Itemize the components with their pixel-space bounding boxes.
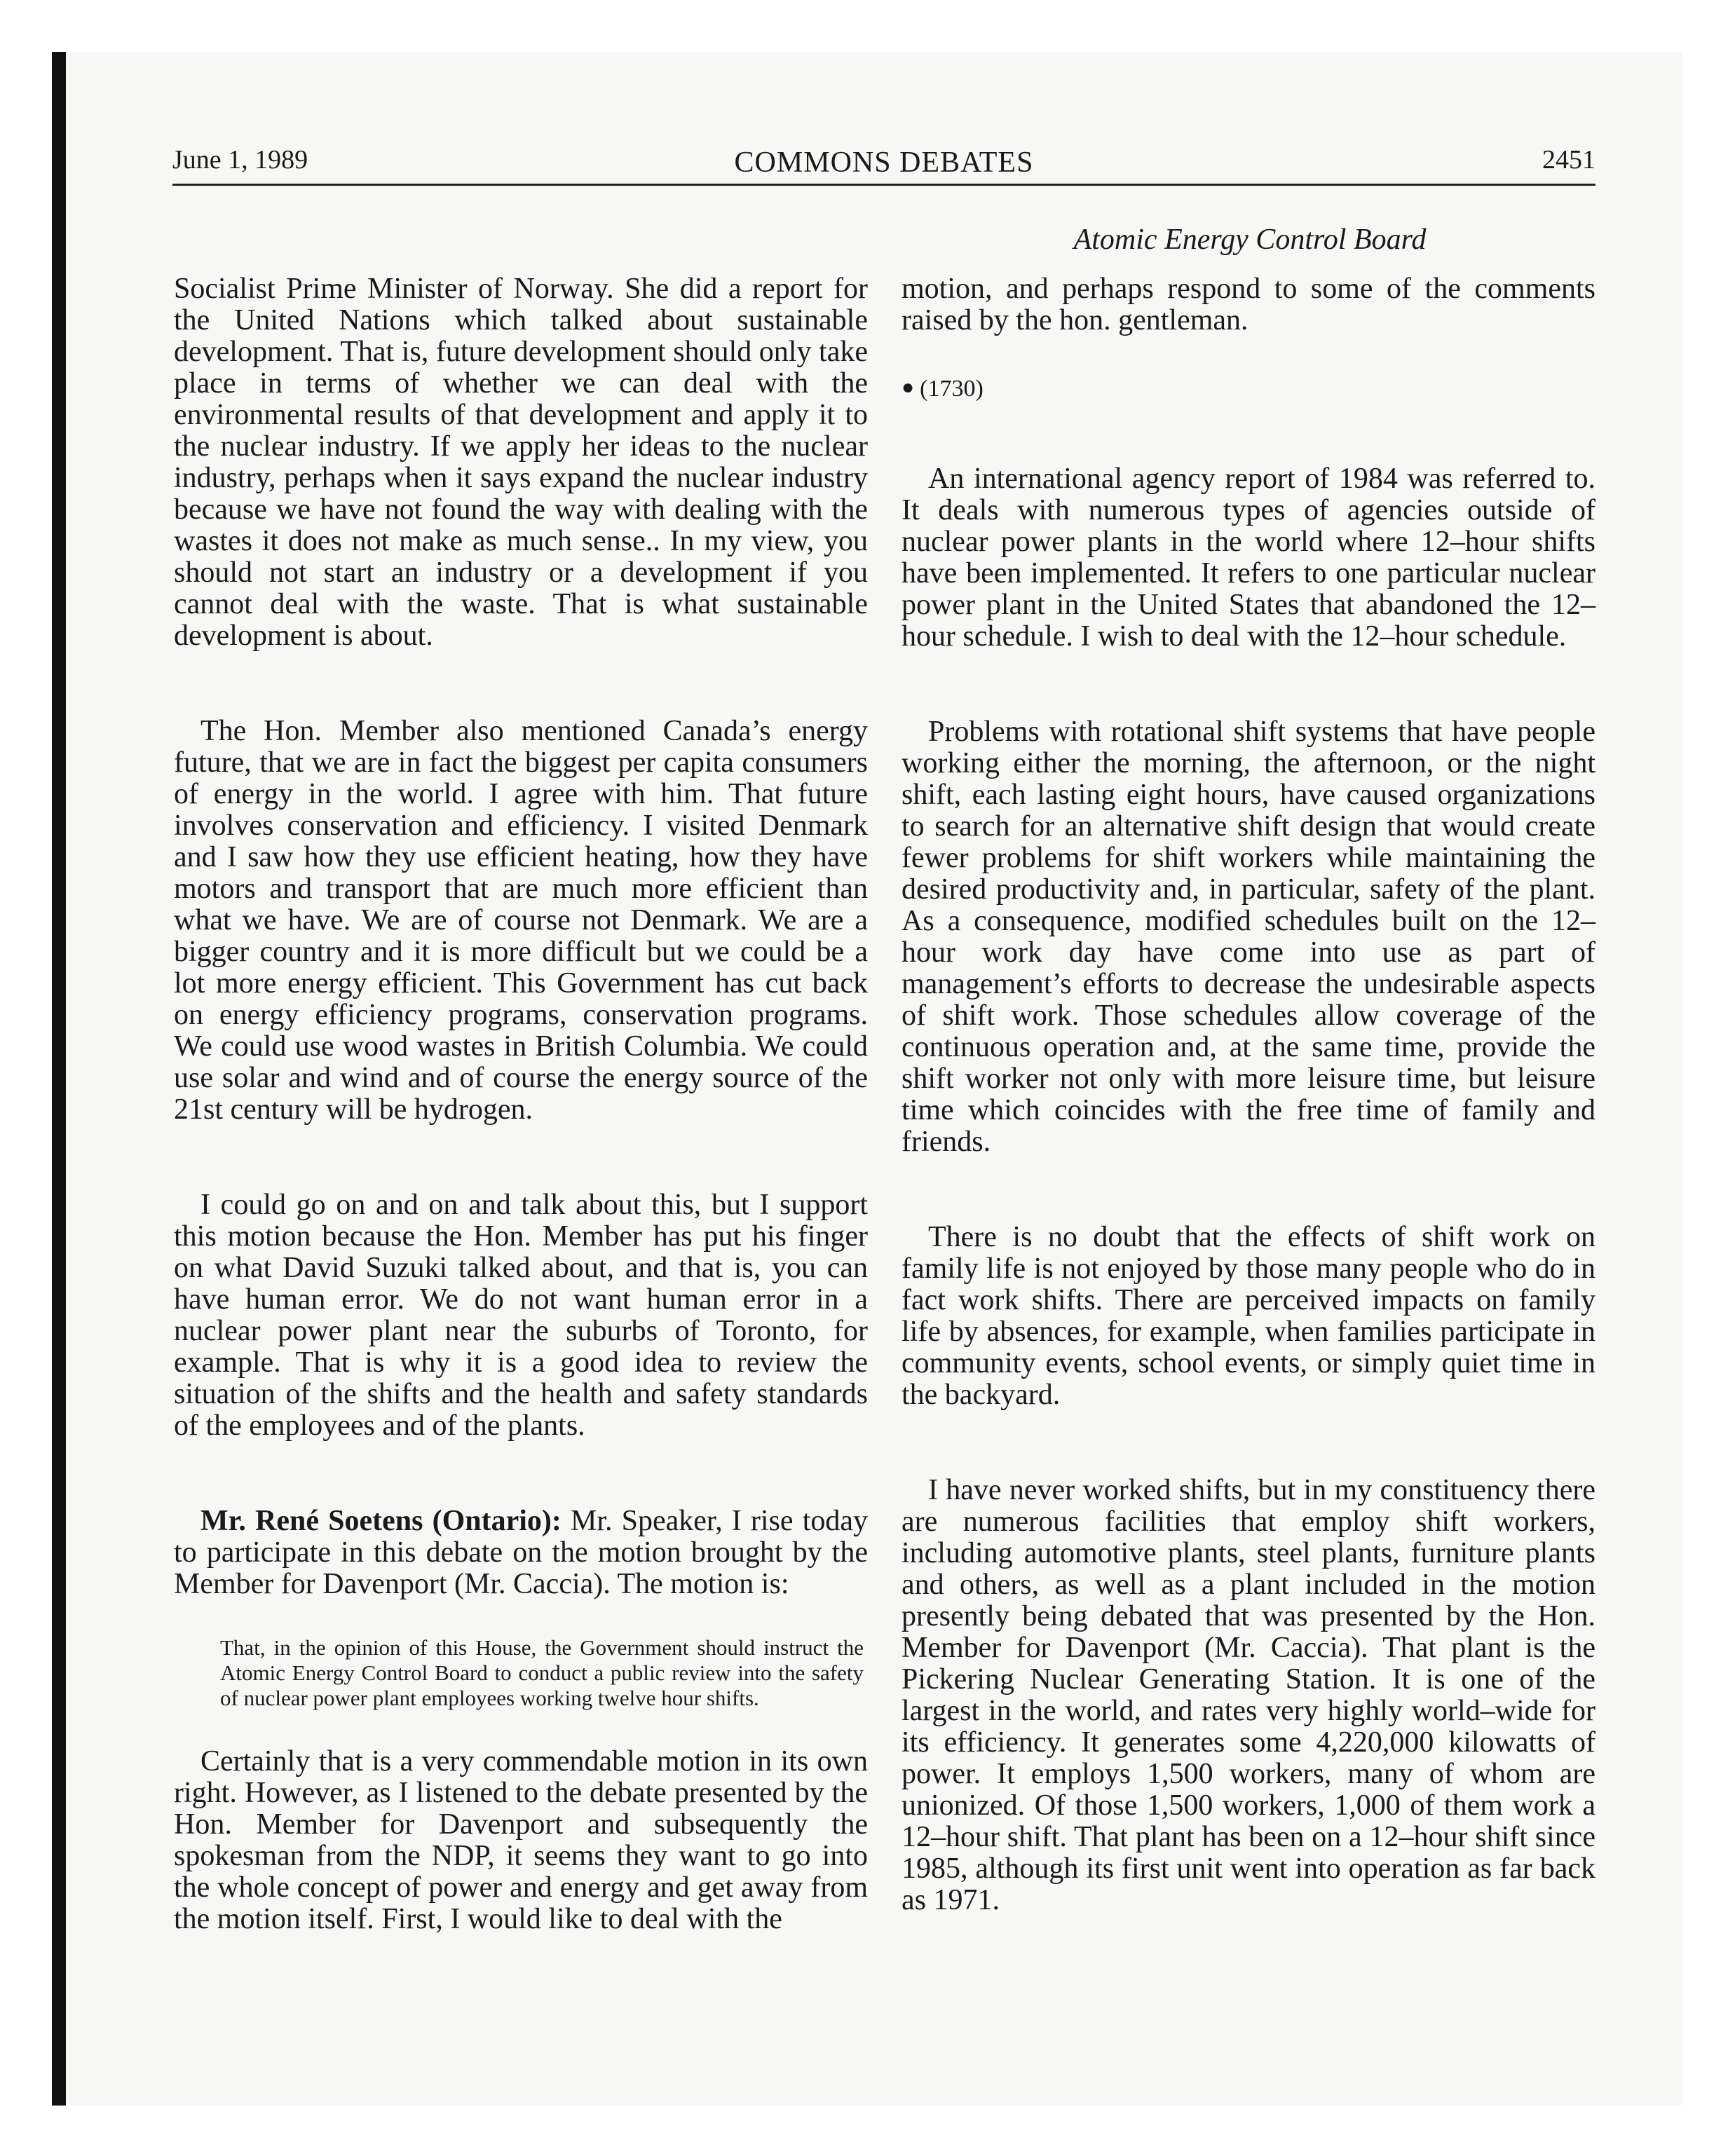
speaker-name: Mr. René Soetens (Ontario): [200,1505,562,1537]
left-paragraph-1: Socialist Prime Minister of Norway. She did a report for the United Nations which talked about sustainable development. That is, future development should only take place in terms of whether we can deal with the environmental results of that development and apply it to the nuclear industry. If we apply her ideas to the nuclear industry, perhaps when it says expand the nuclear industry because we have not found the way with dealing with the wastes it does not make as much sense.. In my view, you should not start an industry or a development if you cannot deal with the waste. That is what sustainable development is about. [174,273,868,652]
scan-margin-top [52,0,1735,52]
header-date: June 1, 1989 [172,145,308,175]
left-paragraph-2: The Hon. Member also mentioned Canada’s energy future, that we are in fact the biggest per capita consumers of energy in the world. I agree with him. That future involves conservation and efficiency. I visited Denmark and I saw how they use efficient heating, how they have motors and transport that are much more efficient than what we have. We are of course not Denmark. We are a bigger country and it is more difficult but we could be a lot more energy efficient. This Government has cut back on energy efficiency programs, conservation programs. We could use wood wastes in British Columbia. We could use solar and wind and of course the energy source of the 21st century will be hydrogen. [174,715,868,1126]
header-publication: COMMONS DEBATES [734,146,1034,179]
motion-quote [174,1635,868,1711]
timestamp [901,371,1595,404]
scan-margin-right [1682,0,1735,2156]
right-paragraph-5: I have never worked shifts, but in my constituency there are numerous facilities that employ shift workers, including automotive plants, steel plants, furniture plants and others, as well as a plant included in the motion presently being debated that was presented by the Hon. Member for Davenport (Mr. Caccia). That plant is the Pickering Nuclear Generating Station. It is one of the largest in the world, and rates very highly world–wide for its efficiency. It generates some 4,220,000 kilowatts of power. It employs 1,500 workers, many of whom are unionized. Of those 1,500 workers, 1,000 of them work a 12–hour shift. That plant has been on a 12–hour shift since 1985, although its first unit went into operation as far back as 1971. [901,1474,1595,1916]
timestamp-text: (1730) [920,376,984,402]
header-rule [172,184,1595,186]
right-paragraph-1: motion, and perhaps respond to some of the comments raised by the hon. gentleman. [901,273,1595,336]
left-paragraph-5: Certainly that is a very commendable motion in its own right. However, as I listened to the debate presented by the Hon. Member for Davenport and subsequently the spokesman from the NDP, it seems they want to go into the whole concept of power and energy and get away from the motion itself. First, I would like to deal with the [174,1745,868,1935]
right-paragraph-2: An international agency report of 1984 was referred to. It deals with numerous types of agencies outside of nuclear power plants in the world where 12–hour shifts have been implemented. It refers to one particular nuclear power plant in the United States that abandoned the 12–hour schedule. I wish to deal with the 12–hour schedule. [901,463,1595,653]
motion-quote-text: That, in the opinion of this House, the Government should instruct the Atomic Energy Control Board to conduct a public review into the safety of nuclear power plant employees working twelve hour shifts. [220,1635,864,1710]
bullet-icon: ● [901,376,915,399]
left-paragraph-4 [174,1506,868,1600]
right-paragraph-3: Problems with rotational shift systems that have people working either the morning, the afternoon, or the night shift, each lasting eight hours, have caused organizations to search for an alternative shift design that would create fewer problems for shift workers while maintaining the desired productivity and, in particular, safety of the plant. As a consequence, modified schedules built on the 12–hour work day have come into use as part of management’s efforts to decrease the undesirable aspects of shift work. Those schedules allow coverage of the continuous operation and, at the same time, provide the shift worker not only with more leisure time, but leisure time which coincides with the free time of family and friends. [901,716,1595,1158]
left-paragraph-3: I could go on and on and talk about this, but I support this motion because the Hon. Member has put his finger on what David Suzuki talked about, and that is, you can have human error. We do not want human error in a nuclear power plant near the suburbs of Toronto, for example. That is why it is a good idea to review the situation of the shifts and the health and safety standards of the employees and of the plants. [174,1189,868,1442]
running-head [172,140,1595,179]
scan-margin-left [0,0,52,2156]
speaker-text: Mr. Speaker, I rise today to participate in this debate on the motion brought by the Member for Davenport (Mr. Caccia). The motion is: [174,1505,869,1600]
scan-binding-edge [52,52,66,2106]
section-heading: Atomic Energy Control Board [1073,224,1427,256]
scan-margin-bottom [52,2106,1735,2156]
right-paragraph-4: There is no doubt that the effects of shift work on family life is not enjoyed by those many people who do in fact work shifts. There are perceived impacts on family life by absences, for example, when families participate in community events, school events, or simply quiet time in the backyard. [901,1221,1595,1411]
left-column [174,273,868,1999]
right-column [901,273,1595,1980]
header-page-number: 2451 [1542,145,1595,175]
